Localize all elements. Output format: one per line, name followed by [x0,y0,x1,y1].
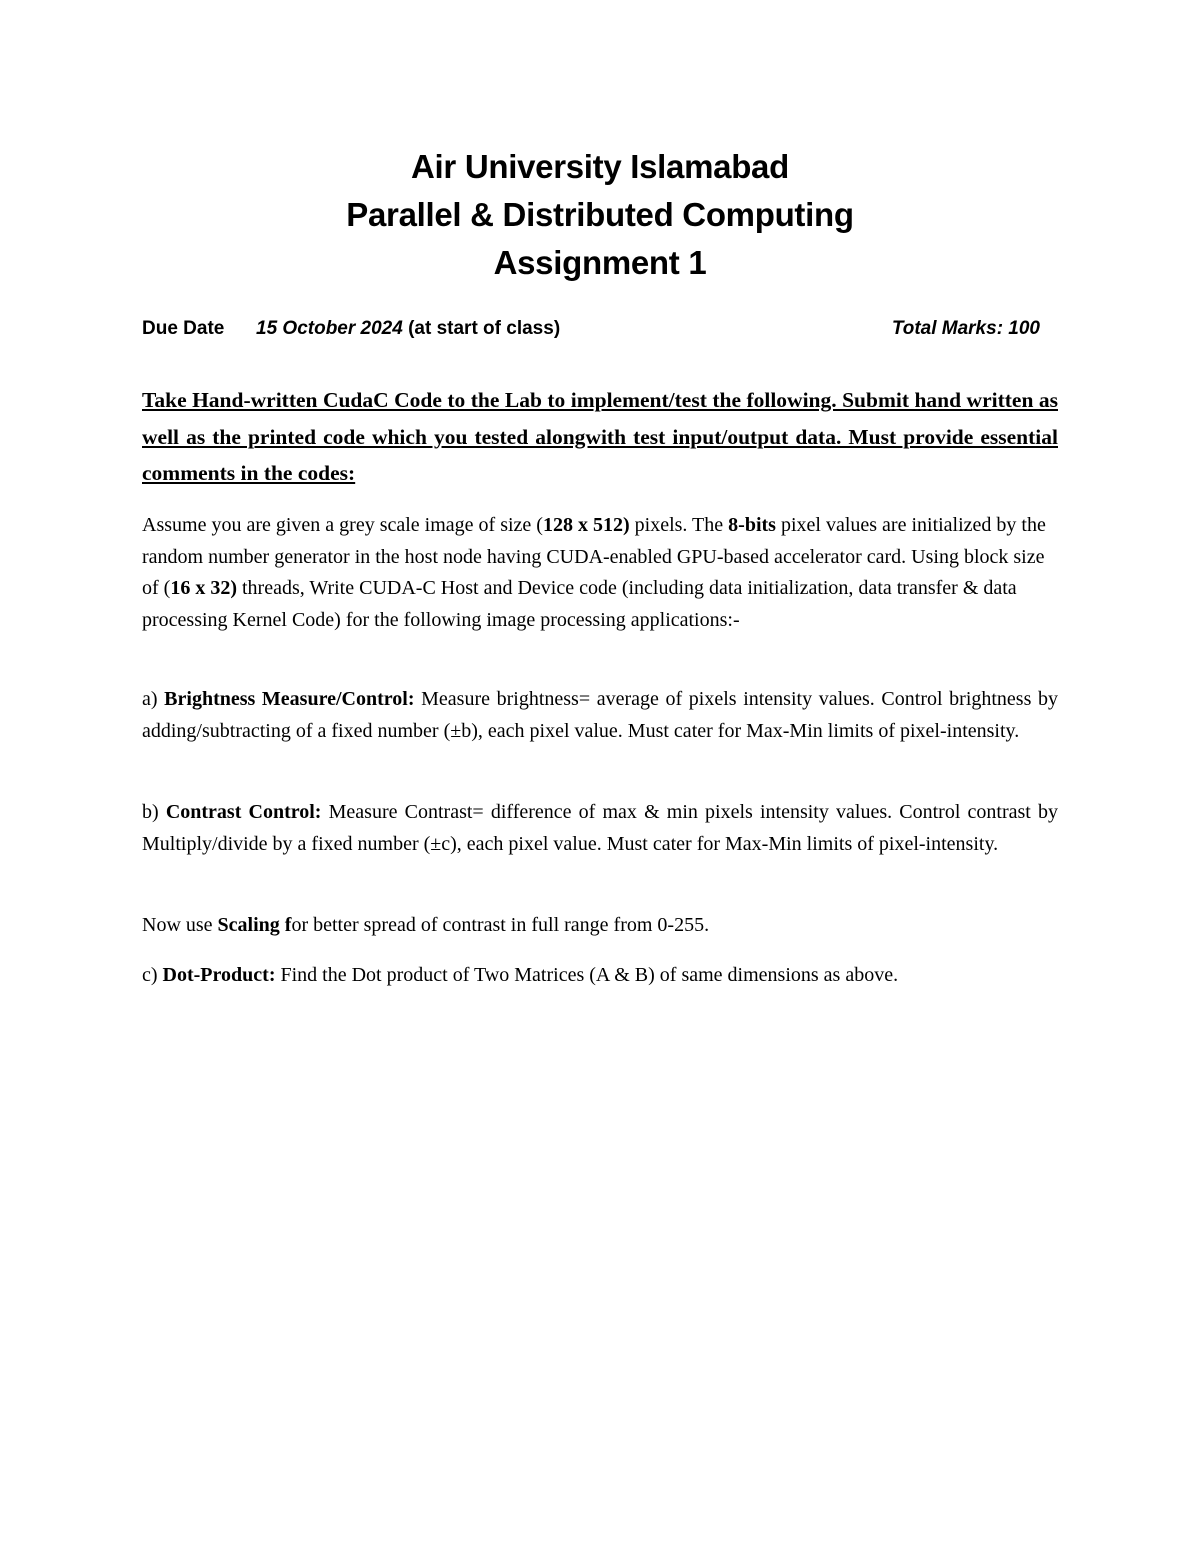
intro-text-1: Assume you are given a grey scale image of size ( [142,514,543,536]
scaling-keyword: Scaling f [217,914,292,936]
task-a-text: Measure brightness= average of pixels intensity values. Control brightness by adding/subtracting of a fixed number (±b), each pixel value. Must cater for Max-Min limits of pixel-intensity. [142,688,1059,742]
university-title: Air University Islamabad [411,148,789,185]
intro-text-4: threads, Write CUDA-C Host and Device code (including data initialization, data transfer & data processing Kernel Code) for the following image processing applications:- [142,577,1017,631]
task-brightness [142,684,1058,747]
intro-text-3: pixel values are initialized by the random number generator in the host node having CUDA-enabled GPU-based accelerator card. Using block size of ( [142,514,1046,599]
task-c-heading: Dot-Product: [162,964,276,986]
task-scaling [142,910,1058,942]
task-b-text: Measure Contrast= difference of max & min pixels intensity values. Control contrast by Multiply/divide by a fixed number (±c), each pixel value. Must cater for Max-Min limits of pixel-intensity. [142,801,1058,855]
task-b-prefix: b) [142,801,166,823]
task-dot-product [142,960,1058,992]
task-a-prefix: a) [142,688,165,710]
task-c-prefix: c) [142,964,163,986]
assignment-title: Assignment 1 [493,244,707,281]
due-date: 15 October 2024 [256,318,403,339]
submission-instructions: Take Hand-written CudaC Code to the Lab to implement/test the following. Submit hand written as well as the printed code which you tested alongwith test input/output data. Must provide essential comments in the codes: [142,388,1058,485]
task-b-heading: Contrast Control: [165,801,322,823]
due-date-value [256,314,560,344]
pixel-bit-depth: 8-bits [728,514,776,536]
total-marks: Total Marks: 100 [891,318,1040,339]
task-contrast [142,797,1058,860]
block-size: 16 x 32) [170,577,237,599]
task-a-heading: Brightness Measure/Control: [164,688,415,710]
task-c-text: Find the Dot product of Two Matrices (A & B) of same dimensions as above. [275,964,899,986]
image-size: 128 x 512) [542,514,630,536]
document-title-block [0,143,1200,287]
problem-statement [142,510,1058,636]
intro-text-2: pixels. The [629,514,729,536]
assignment-meta [142,314,1040,344]
course-title: Parallel & Distributed Computing [346,196,854,233]
due-date-note: (at start of class) [408,318,561,339]
scaling-text: or better spread of contrast in full range from 0-255. [291,914,710,936]
scaling-prefix: Now use [142,914,218,936]
due-date-label: Due Date [142,318,225,339]
